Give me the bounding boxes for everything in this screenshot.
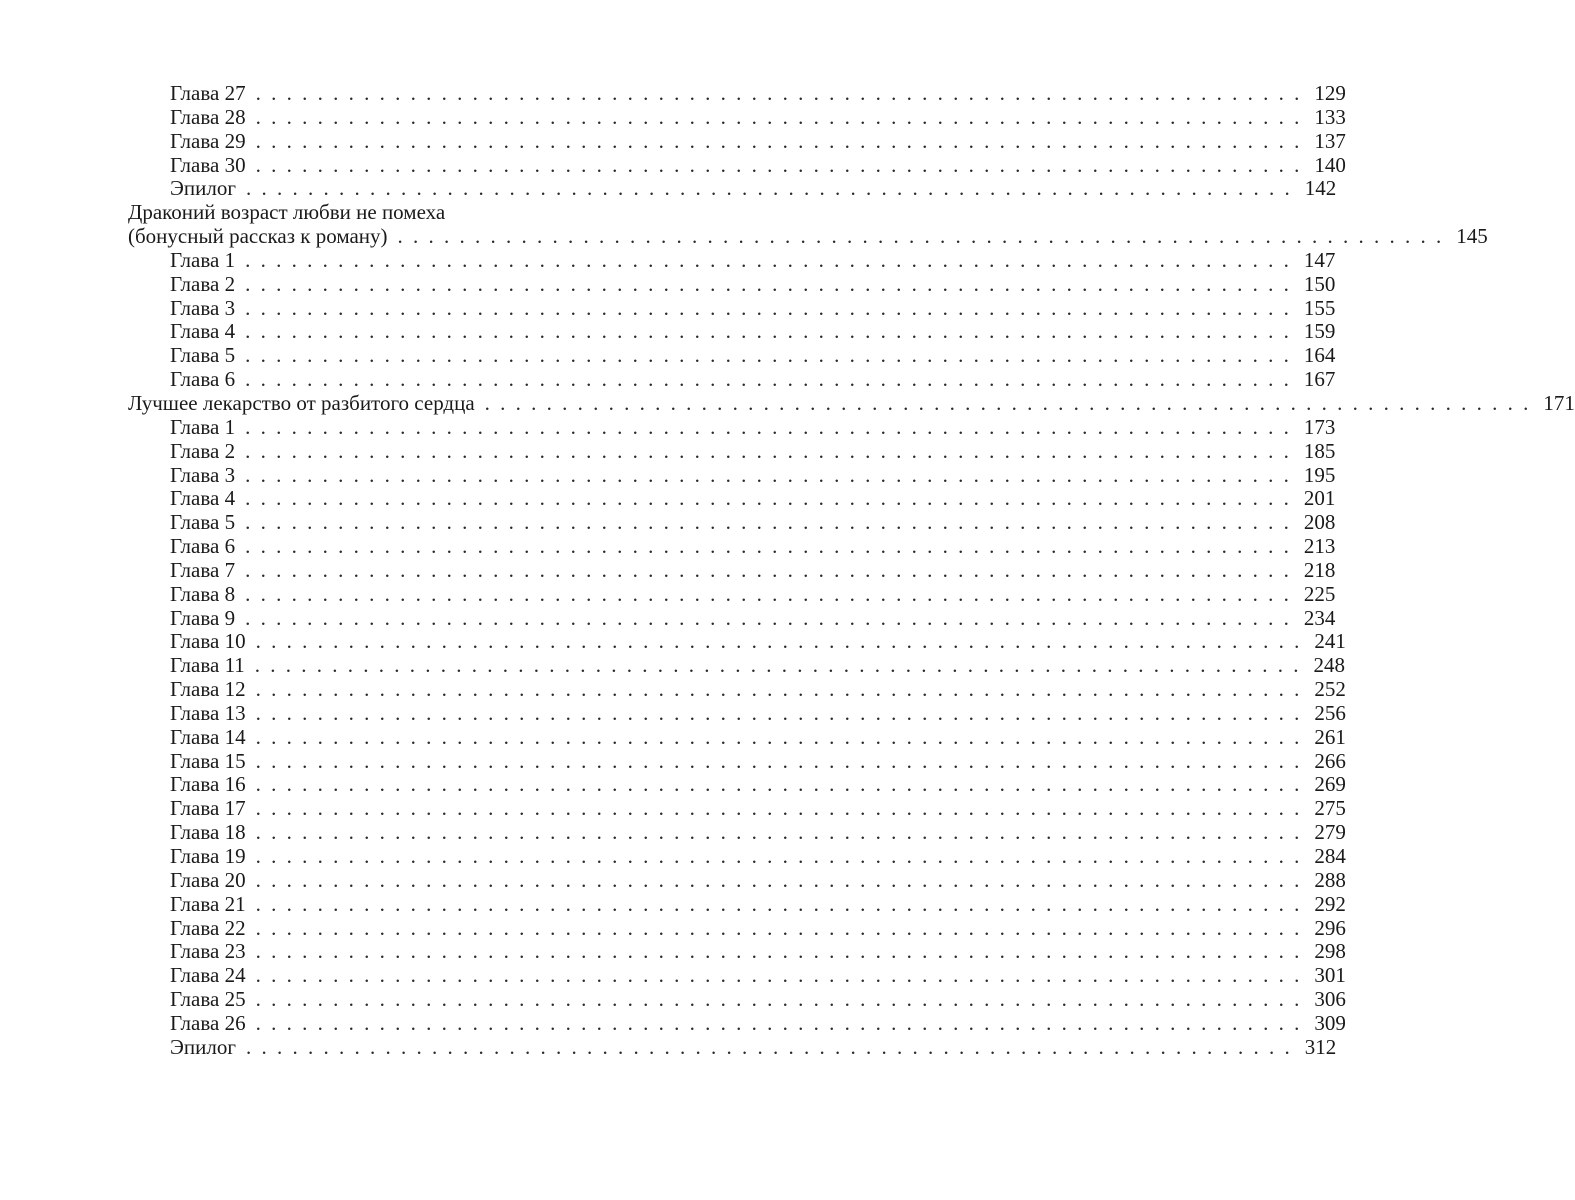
toc-page-number: 252 [1314,677,1346,702]
toc-dot-leader: . . . . . . . . . . . . . . . . . . . . . . . . . . . . . . . . . . . . . . . . . . . . . . . . . . . . . . . . . . . . . . . . . . . . [245,295,1292,320]
toc-page-number: 173 [1303,414,1336,439]
toc-dot-leader: . . . . . . . . . . . . . . . . . . . . . . . . . . . . . . . . . . . . . . . . . . . . . . . . . . . . . . . . . . . . . . . . . . . . [245,319,1292,344]
toc-entry-label: Глава 3 [170,462,236,487]
toc-dot-leader: . . . . . . . . . . . . . . . . . . . . . . . . . . . . . . . . . . . . . . . . . . . . . . . . . . . . . . . . . . . . . . . . . . . . [255,891,1302,916]
toc-chapter-entry[interactable] [128,319,1336,344]
toc-entry-label: Глава 3 [170,295,236,320]
toc-dot-leader: . . . . . . . . . . . . . . . . . . . . . . . . . . . . . . . . . . . . . . . . . . . . . . . . . . . . . . . . . . . . . . . . . . . . [245,1034,1293,1059]
toc-chapter-entry[interactable] [128,653,1346,678]
toc-section-entry[interactable] [128,224,1488,249]
toc-chapter-entry[interactable] [128,963,1346,988]
toc-entry-label: Глава 6 [170,534,236,559]
toc-page-number: 309 [1314,1010,1346,1035]
toc-dot-leader: . . . . . . . . . . . . . . . . . . . . . . . . . . . . . . . . . . . . . . . . . . . . . . . . . . . . . . . . . . . . . . . . . . . . [255,748,1302,773]
toc-entry-label: Эпилог [170,176,236,201]
toc-dot-leader: . . . . . . . . . . . . . . . . . . . . . . . . . . . . . . . . . . . . . . . . . . . . . . . . . . . . . . . . . . . . . . . . . . . . [245,557,1292,582]
toc-chapter-entry[interactable] [128,581,1336,607]
toc-page-number: 142 [1304,176,1337,201]
toc-entry-label: Глава 17 [170,796,246,821]
toc-chapter-entry[interactable] [128,796,1346,821]
toc-page-number: 218 [1303,557,1336,582]
toc-chapter-entry[interactable] [128,867,1346,893]
toc-dot-leader: . . . . . . . . . . . . . . . . . . . . . . . . . . . . . . . . . . . . . . . . . . . . . . . . . . . . . . . . . . . . . . . . . . . . [245,247,1292,272]
toc-page-number: 256 [1314,700,1346,725]
toc-entry-label: Глава 16 [170,772,246,797]
toc-entry-label: Глава 15 [170,748,246,773]
toc-entry-label: Глава 4 [170,319,236,344]
toc-dot-leader: . . . . . . . . . . . . . . . . . . . . . . . . . . . . . . . . . . . . . . . . . . . . . . . . . . . . . . . . . . . . . . . . . . . . [245,510,1292,535]
toc-page-number: 292 [1314,891,1346,916]
toc-dot-leader: . . . . . . . . . . . . . . . . . . . . . . . . . . . . . . . . . . . . . . . . . . . . . . . . . . . . . . . . . . . . . . . . . . . . [255,152,1302,177]
toc-page-number: 296 [1314,915,1346,940]
toc-dot-leader: . . . . . . . . . . . . . . . . . . . . . . . . . . . . . . . . . . . . . . . . . . . . . . . . . . . . . . . . . . . . . . . . . . . . [255,772,1302,797]
toc-chapter-entry[interactable] [128,939,1346,964]
toc-dot-leader: . . . . . . . . . . . . . . . . . . . . . . . . . . . . . . . . . . . . . . . . . . . . . . . . . . . . . . . . . . . . . . . . . . . . [245,367,1292,392]
toc-page-number: 171 [1543,390,1575,415]
toc-dot-leader: . . . . . . . . . . . . . . . . . . . . . . . . . . . . . . . . . . . . . . . . . . . . . . . . . . . . . . . . . . . . . . . . . . . . [245,343,1292,368]
toc-entry-label: Глава 21 [170,891,246,916]
toc-entry-label: Глава 5 [170,343,236,368]
table-of-contents [128,81,1575,1060]
toc-chapter-entry[interactable] [128,700,1346,726]
toc-page-number: 201 [1303,486,1336,511]
toc-chapter-entry[interactable] [128,176,1337,201]
toc-entry-label: Глава 10 [170,629,246,654]
toc-entry-label: Глава 7 [170,557,236,582]
toc-entry-label: Глава 2 [170,438,236,463]
toc-page-number: 266 [1314,748,1346,773]
toc-dot-leader: . . . . . . . . . . . . . . . . . . . . . . . . . . . . . . . . . . . . . . . . . . . . . . . . . . . . . . . . . . . . . . . . . . . . [484,390,1531,415]
toc-entry-label: Глава 24 [170,963,246,988]
toc-dot-leader: . . . . . . . . . . . . . . . . . . . . . . . . . . . . . . . . . . . . . . . . . . . . . . . . . . . . . . . . . . . . . . . . . . . . [255,820,1302,845]
toc-page-number: 167 [1303,367,1336,392]
toc-entry-label: Глава 1 [170,247,236,272]
toc-entry-label: Лучшее лекарство от разбитого сердца [128,390,475,415]
toc-chapter-entry[interactable] [128,367,1336,392]
toc-page-number: 164 [1303,343,1336,368]
toc-chapter-entry[interactable] [128,891,1346,917]
toc-chapter-entry[interactable] [128,128,1346,154]
toc-dot-leader: . . . . . . . . . . . . . . . . . . . . . . . . . . . . . . . . . . . . . . . . . . . . . . . . . . . . . . . . . . . . . . . . . . . . [245,438,1292,463]
toc-dot-leader: . . . . . . . . . . . . . . . . . . . . . . . . . . . . . . . . . . . . . . . . . . . . . . . . . . . . . . . . . . . . . . . . . . . . [255,677,1302,702]
toc-page-number: 145 [1456,224,1488,249]
toc-page-number: 213 [1303,534,1336,559]
toc-entry-label: Глава 28 [170,104,246,129]
toc-dot-leader: . . . . . . . . . . . . . . . . . . . . . . . . . . . . . . . . . . . . . . . . . . . . . . . . . . . . . . . . . . . . . . . . . . . . [255,128,1302,153]
toc-dot-leader: . . . . . . . . . . . . . . . . . . . . . . . . . . . . . . . . . . . . . . . . . . . . . . . . . . . . . . . . . . . . . . . . . . . . [255,796,1302,821]
toc-page-number: 150 [1303,271,1336,296]
toc-chapter-entry[interactable] [128,247,1336,273]
toc-entry-label: Глава 23 [170,939,246,964]
toc-dot-leader: . . . . . . . . . . . . . . . . . . . . . . . . . . . . . . . . . . . . . . . . . . . . . . . . . . . . . . . . . . . . . . . . . . . . [255,939,1302,964]
toc-page-number: 234 [1303,605,1336,630]
toc-section-entry[interactable] [128,390,1575,416]
toc-page-number: 288 [1314,867,1346,892]
toc-chapter-entry[interactable] [128,486,1336,511]
toc-dot-leader: . . . . . . . . . . . . . . . . . . . . . . . . . . . . . . . . . . . . . . . . . . . . . . . . . . . . . . . . . . . . . . . . . . . . [245,581,1292,606]
toc-chapter-entry[interactable] [128,844,1346,869]
toc-entry-label: Глава 5 [170,510,236,535]
toc-entry-label: Глава 4 [170,486,236,511]
toc-chapter-entry[interactable] [128,915,1346,941]
toc-chapter-entry[interactable] [128,557,1336,583]
toc-chapter-entry[interactable] [128,438,1336,464]
toc-dot-leader: . . . . . . . . . . . . . . . . . . . . . . . . . . . . . . . . . . . . . . . . . . . . . . . . . . . . . . . . . . . . . . . . . . . . [245,486,1292,511]
toc-page-number: 261 [1314,724,1346,749]
toc-page-number: 301 [1314,963,1346,988]
toc-page-number: 133 [1314,104,1346,129]
toc-chapter-entry[interactable] [128,772,1346,797]
toc-entry-label: Глава 1 [170,414,236,439]
toc-page-number: 147 [1303,247,1336,272]
toc-page-number: 298 [1314,939,1346,964]
toc-page-number: 279 [1314,820,1346,845]
toc-entry-label: Глава 9 [170,605,236,630]
toc-dot-leader: . . . . . . . . . . . . . . . . . . . . . . . . . . . . . . . . . . . . . . . . . . . . . . . . . . . . . . . . . . . . . . . . . . . . [255,963,1302,988]
toc-entry-label: Глава 27 [170,81,246,105]
toc-page-number: 284 [1314,844,1346,868]
toc-dot-leader: . . . . . . . . . . . . . . . . . . . . . . . . . . . . . . . . . . . . . . . . . . . . . . . . . . . . . . . . . . . . . . . . . . . . [245,271,1292,296]
toc-entry-label: Глава 30 [170,152,246,177]
toc-page-number: 248 [1313,653,1346,678]
toc-dot-leader: . . . . . . . . . . . . . . . . . . . . . . . . . . . . . . . . . . . . . . . . . . . . . . . . . . . . . . . . . . . . . . . . . . . . [245,462,1292,487]
toc-chapter-entry[interactable] [128,1034,1337,1060]
toc-chapter-entry[interactable] [128,534,1336,559]
toc-dot-leader: . . . . . . . . . . . . . . . . . . . . . . . . . . . . . . . . . . . . . . . . . . . . . . . . . . . . . . . . . . . . . . . . . . . . [397,224,1444,249]
toc-chapter-entry[interactable] [128,510,1336,535]
toc-dot-leader: . . . . . . . . . . . . . . . . . . . . . . . . . . . . . . . . . . . . . . . . . . . . . . . . . . . . . . . . . . . . . . . . . . . . [245,414,1292,439]
toc-page-number: 306 [1314,987,1346,1012]
toc-dot-leader: . . . . . . . . . . . . . . . . . . . . . . . . . . . . . . . . . . . . . . . . . . . . . . . . . . . . . . . . . . . . . . . . . . . . [245,534,1292,559]
toc-page-number: 185 [1303,438,1336,463]
toc-chapter-entry[interactable] [128,271,1336,297]
toc-chapter-entry[interactable] [128,104,1346,130]
toc-dot-leader: . . . . . . . . . . . . . . . . . . . . . . . . . . . . . . . . . . . . . . . . . . . . . . . . . . . . . . . . . . . . . . . . . . . . [255,629,1302,654]
toc-section-title: Драконий возраст любви не помеха [128,200,446,225]
toc-entry-label: Глава 29 [170,128,246,153]
toc-entry-label: Глава 14 [170,724,246,749]
toc-page-number: 241 [1314,629,1346,654]
toc-entry-label: Глава 6 [170,367,236,392]
toc-entry-label: Эпилог [170,1034,236,1059]
toc-dot-leader: . . . . . . . . . . . . . . . . . . . . . . . . . . . . . . . . . . . . . . . . . . . . . . . . . . . . . . . . . . . . . . . . . . . . [255,867,1302,892]
toc-entry-label: Глава 2 [170,271,236,296]
toc-chapter-entry[interactable] [128,414,1336,440]
toc-page-number: 312 [1304,1034,1337,1059]
toc-dot-leader: . . . . . . . . . . . . . . . . . . . . . . . . . . . . . . . . . . . . . . . . . . . . . . . . . . . . . . . . . . . . . . . . . . . . [255,915,1302,940]
toc-dot-leader: . . . . . . . . . . . . . . . . . . . . . . . . . . . . . . . . . . . . . . . . . . . . . . . . . . . . . . . . . . . . . . . . . . . . [245,176,1293,201]
toc-dot-leader: . . . . . . . . . . . . . . . . . . . . . . . . . . . . . . . . . . . . . . . . . . . . . . . . . . . . . . . . . . . . . . . . . . . . [255,81,1302,105]
toc-chapter-entry[interactable] [128,81,1346,106]
toc-page-number: 275 [1314,796,1346,821]
toc-dot-leader: . . . . . . . . . . . . . . . . . . . . . . . . . . . . . . . . . . . . . . . . . . . . . . . . . . . . . . . . . . . . . . . . . . . . [255,844,1302,868]
toc-dot-leader: . . . . . . . . . . . . . . . . . . . . . . . . . . . . . . . . . . . . . . . . . . . . . . . . . . . . . . . . . . . . . . . . . . . . [254,653,1302,678]
toc-page-number: 140 [1314,152,1346,177]
toc-page-number: 208 [1303,510,1336,535]
toc-chapter-entry[interactable] [128,605,1336,631]
toc-page-number: 195 [1303,462,1336,487]
toc-chapter-entry[interactable] [128,1010,1346,1036]
toc-page-number: 269 [1314,772,1346,797]
toc-page-number: 129 [1314,81,1346,105]
toc-chapter-entry[interactable] [128,629,1346,654]
toc-dot-leader: . . . . . . . . . . . . . . . . . . . . . . . . . . . . . . . . . . . . . . . . . . . . . . . . . . . . . . . . . . . . . . . . . . . . [255,1010,1302,1035]
toc-entry-label: Глава 20 [170,867,246,892]
toc-entry-label: Глава 22 [170,915,246,940]
toc-page-number: 225 [1303,581,1336,606]
toc-dot-leader: . . . . . . . . . . . . . . . . . . . . . . . . . . . . . . . . . . . . . . . . . . . . . . . . . . . . . . . . . . . . . . . . . . . . [255,104,1302,129]
toc-chapter-entry[interactable] [128,295,1336,321]
toc-entry-label: Глава 13 [170,700,246,725]
toc-chapter-entry[interactable] [128,748,1346,774]
toc-dot-leader: . . . . . . . . . . . . . . . . . . . . . . . . . . . . . . . . . . . . . . . . . . . . . . . . . . . . . . . . . . . . . . . . . . . . [255,987,1302,1012]
toc-entry-label: Глава 26 [170,1010,246,1035]
toc-entry-label: Глава 25 [170,987,246,1012]
toc-chapter-entry[interactable] [128,343,1336,368]
toc-page-number: 159 [1303,319,1336,344]
toc-entry-label: Глава 12 [170,677,246,702]
toc-page-number: 155 [1303,295,1336,320]
toc-chapter-entry[interactable] [128,462,1336,488]
toc-entry-label: Глава 19 [170,844,246,868]
toc-chapter-entry[interactable] [128,677,1346,702]
toc-dot-leader: . . . . . . . . . . . . . . . . . . . . . . . . . . . . . . . . . . . . . . . . . . . . . . . . . . . . . . . . . . . . . . . . . . . . [255,700,1302,725]
toc-chapter-entry[interactable] [128,152,1346,178]
toc-dot-leader: . . . . . . . . . . . . . . . . . . . . . . . . . . . . . . . . . . . . . . . . . . . . . . . . . . . . . . . . . . . . . . . . . . . . [255,724,1302,749]
toc-chapter-entry[interactable] [128,724,1346,750]
toc-entry-label: Глава 11 [170,653,245,678]
toc-entry-label: (бонусный рассказ к роману) [128,224,388,249]
toc-entry-label: Глава 8 [170,581,236,606]
toc-dot-leader: . . . . . . . . . . . . . . . . . . . . . . . . . . . . . . . . . . . . . . . . . . . . . . . . . . . . . . . . . . . . . . . . . . . . [245,605,1292,630]
toc-entry-label: Глава 18 [170,820,246,845]
toc-chapter-entry[interactable] [128,820,1346,845]
toc-page-number: 137 [1314,128,1346,153]
toc-chapter-entry[interactable] [128,987,1346,1012]
